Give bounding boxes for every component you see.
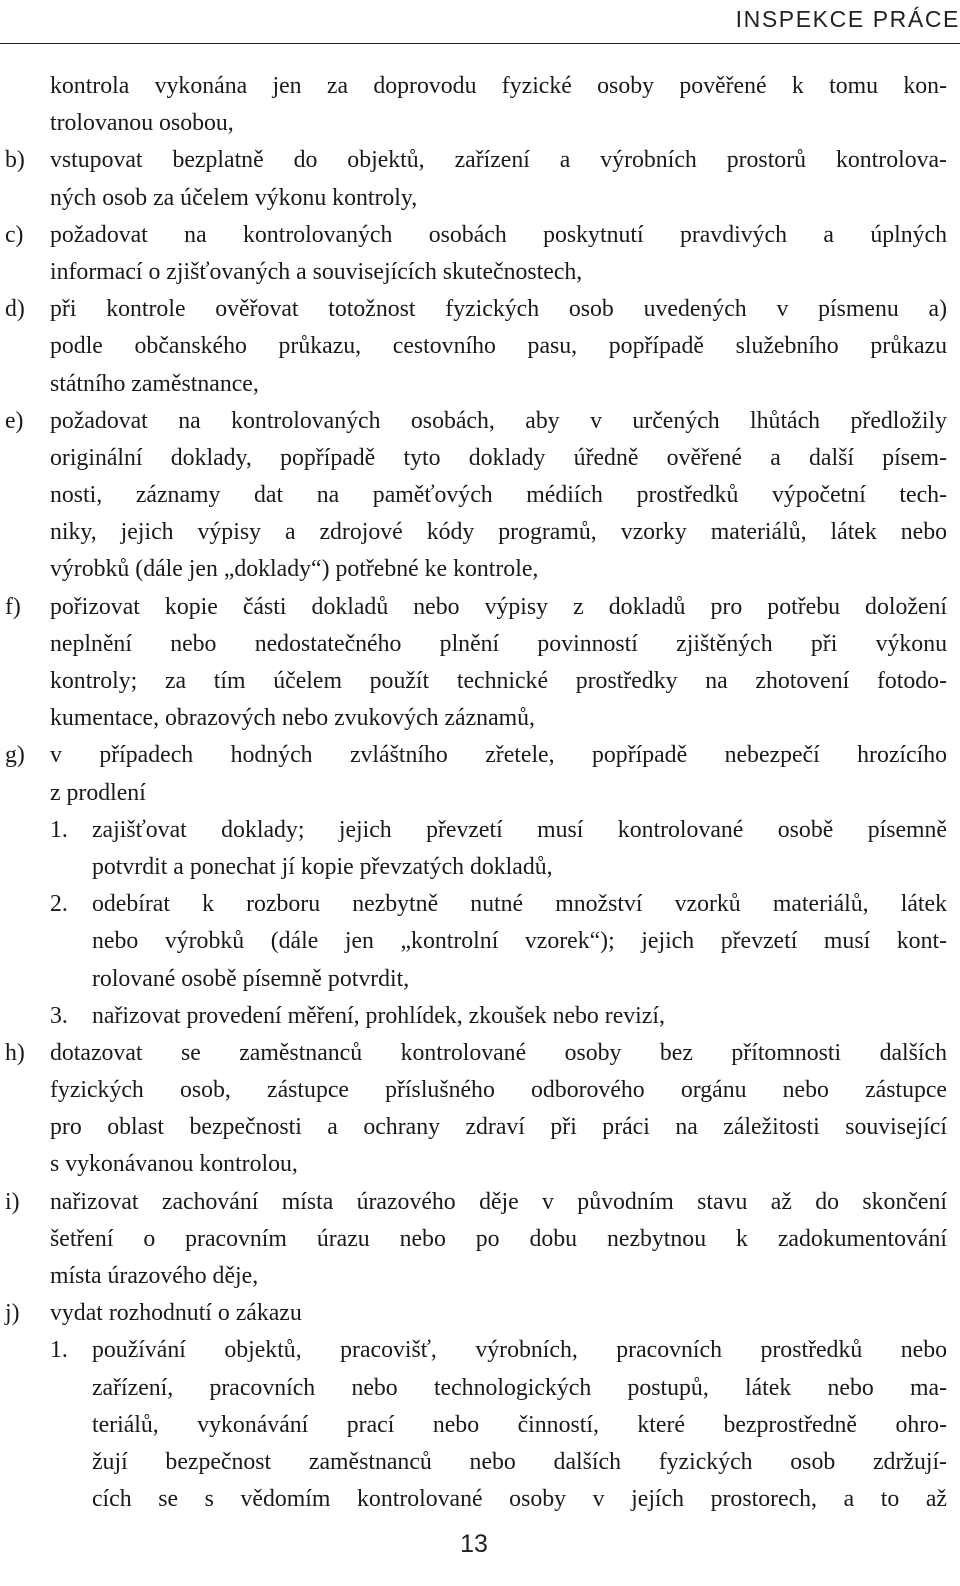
- list-item-d: [0, 291, 951, 328]
- list-item-f: [0, 589, 951, 626]
- line-text: pořizovat kopie části dokladů nebo výpisy z dokladů pro potřebu doložení: [50, 593, 947, 620]
- text-line: [0, 1221, 951, 1258]
- text-line: [0, 1370, 951, 1407]
- text-line: [0, 1072, 951, 1109]
- text-line: [0, 849, 951, 886]
- line-text: šetření o pracovním úrazu nebo po dobu nezbytnou k zadokumentování: [50, 1225, 947, 1252]
- line-text: zařízení, pracovních nebo technologických postupů, látek nebo ma-: [92, 1374, 947, 1401]
- text-line: [0, 1407, 951, 1444]
- line-text: používání objektů, pracovišť, výrobních, pracovních prostředků nebo: [92, 1337, 947, 1364]
- text-line: [0, 366, 951, 403]
- text-line: [0, 477, 951, 514]
- line-text: kontrola vykonána jen za doprovodu fyzické osoby pověřené k tomu kon-: [50, 73, 947, 99]
- text-line: [0, 1444, 951, 1481]
- text-line: [0, 1481, 951, 1518]
- line-text: při kontrole ověřovat totožnost fyzických osob uvedených v písmenu a): [50, 296, 947, 323]
- list-item-g: [0, 737, 951, 774]
- line-text: místa úrazového děje,: [50, 1263, 259, 1289]
- sub-item-1: [0, 1332, 951, 1369]
- item-label: 1.: [50, 816, 68, 843]
- text-line: [0, 105, 951, 142]
- text-line: [0, 626, 951, 663]
- line-text: informací o zjišťovaných a souvisejících skutečnostech,: [50, 258, 583, 285]
- list-item-c: [0, 217, 951, 254]
- line-text: odebírat k rozboru nezbytně nutné množství vzorků materiálů, látek: [92, 891, 947, 918]
- line-text: nařizovat zachování místa úrazového děje v původním stavu až do skončení: [50, 1188, 947, 1215]
- text-line: [0, 775, 951, 812]
- text-line: [0, 923, 951, 960]
- line-text: žují bezpečnost zaměstnanců nebo dalších fyzických osob zdržují-: [92, 1448, 947, 1475]
- page-number: 13: [460, 1530, 488, 1558]
- line-text: podle občanského průkazu, cestovního pasu, popřípadě služebního průkazu: [50, 333, 947, 360]
- item-label: d): [5, 296, 25, 323]
- line-text: nařizovat provedení měření, prohlídek, zkoušek nebo revizí,: [92, 1002, 665, 1029]
- text-line: [0, 700, 951, 737]
- line-text: vstupovat bezplatně do objektů, zařízení a výrobních prostorů kontrolova-: [50, 147, 947, 174]
- list-item-h: [0, 1035, 951, 1072]
- line-text: pro oblast bezpečnosti a ochrany zdraví při práci na záležitosti související: [50, 1114, 947, 1141]
- line-text: cích se s vědomím kontrolované osoby v jejích prostorech, a to až: [92, 1486, 947, 1513]
- line-text: kumentace, obrazových nebo zvukových záznamů,: [50, 705, 535, 732]
- text-line: [0, 328, 951, 365]
- line-text: potvrdit a ponechat jí kopie převzatých dokladů,: [92, 853, 553, 880]
- item-label: g): [5, 742, 25, 769]
- line-text: kontroly; za tím účelem použít technické prostředky na zhotovení fotodo-: [50, 668, 947, 694]
- item-label: h): [5, 1039, 25, 1066]
- item-label: 3.: [50, 1002, 68, 1029]
- header-rule: [0, 43, 960, 44]
- sub-item-1: [0, 812, 951, 849]
- line-text: trolovanou osobou,: [50, 110, 234, 137]
- text-line: [0, 514, 951, 551]
- running-header: INSPEKCE PRÁCE: [735, 6, 960, 32]
- text-line: [0, 1109, 951, 1146]
- sub-item-3: [0, 998, 951, 1035]
- line-text: ných osob za účelem výkonu kontroly,: [50, 184, 418, 211]
- text-line: [0, 1146, 951, 1183]
- line-text: dotazovat se zaměstnanců kontrolované osoby bez přítomnosti dalších: [50, 1039, 947, 1066]
- line-text: originální doklady, popřípadě tyto doklady úředně ověřené a další písem-: [50, 444, 947, 471]
- list-item-e: [0, 403, 951, 440]
- line-text: teriálů, vykonávání prací nebo činností, které bezprostředně ohro-: [92, 1411, 947, 1438]
- line-text: s vykonávanou kontrolou,: [50, 1151, 298, 1178]
- item-label: b): [5, 147, 25, 174]
- line-text: požadovat na kontrolovaných osobách, aby v určených lhůtách předložily: [50, 407, 947, 434]
- text-line: [0, 663, 951, 700]
- line-text: požadovat na kontrolovaných osobách poskytnutí pravdivých a úplných: [50, 221, 947, 248]
- text-line: [0, 254, 951, 291]
- list-item-j: [0, 1295, 951, 1332]
- line-text: vydat rozhodnutí o zákazu: [50, 1300, 302, 1327]
- text-line: [0, 68, 951, 105]
- line-text: státního zaměstnance,: [50, 370, 259, 397]
- item-label: e): [5, 407, 24, 434]
- item-label: 2.: [50, 891, 68, 918]
- line-text: z prodlení: [50, 779, 146, 806]
- item-label: i): [5, 1188, 20, 1215]
- text-line: [0, 961, 951, 998]
- item-label: j): [5, 1300, 20, 1327]
- list-item-i: [0, 1184, 951, 1221]
- line-text: rolované osobě písemně potvrdit,: [92, 965, 410, 992]
- line-text: nebo výrobků (dále jen „kontrolní vzorek“); jejich převzetí musí kont-: [92, 928, 947, 955]
- list-item-b: [0, 142, 951, 179]
- text-line: [0, 440, 951, 477]
- sub-item-2: [0, 886, 951, 923]
- text-line: [0, 180, 951, 217]
- line-text: zajišťovat doklady; jejich převzetí musí kontrolované osobě písemně: [92, 816, 947, 843]
- line-text: fyzických osob, zástupce příslušného odborového orgánu nebo zástupce: [50, 1077, 947, 1104]
- text-line: [0, 1258, 951, 1295]
- line-text: niky, jejich výpisy a zdrojové kódy programů, vzorky materiálů, látek nebo: [50, 519, 947, 546]
- item-label: c): [5, 221, 24, 248]
- line-text: výrobků (dále jen „doklady“) potřebné ke kontrole,: [50, 556, 539, 583]
- item-label: 1.: [50, 1337, 68, 1364]
- document-body: [0, 68, 951, 1518]
- line-text: nosti, záznamy dat na paměťových médiích prostředků výpočetní tech-: [50, 482, 947, 509]
- line-text: v případech hodných zvláštního zřetele, popřípadě nebezpečí hrozícího: [50, 742, 947, 769]
- text-line: [0, 551, 951, 588]
- item-label: f): [5, 593, 21, 620]
- line-text: neplnění nebo nedostatečného plnění povinností zjištěných při výkonu: [50, 630, 947, 657]
